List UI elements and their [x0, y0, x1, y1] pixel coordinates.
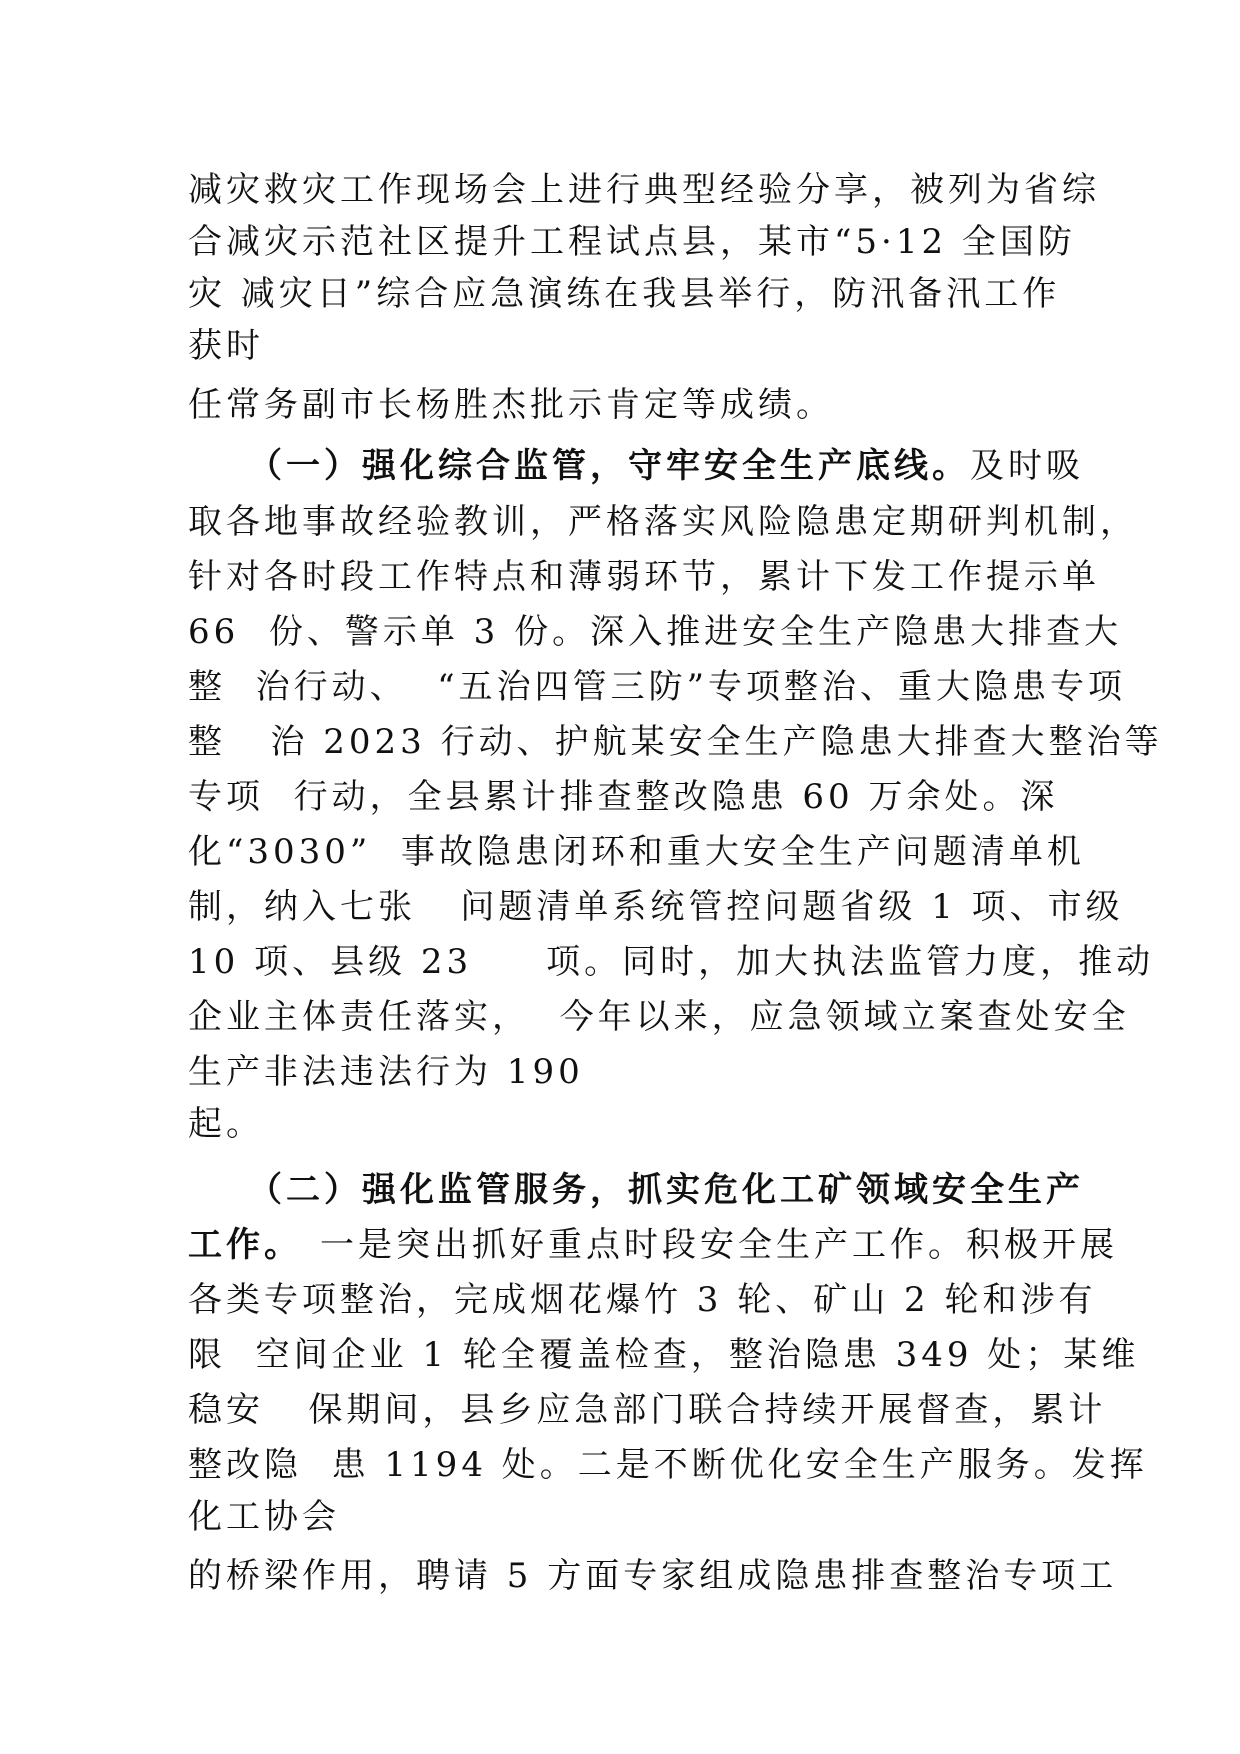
line-text: 稳安 保期间，县乡应急部门联合持续开展督查，累计 [188, 1390, 1107, 1430]
body-line [188, 1390, 1106, 1430]
body-line [188, 777, 1059, 817]
line-text: 企业主体责任落实， 今年以来，应急领域立案查处安全 [188, 997, 1130, 1037]
body-line [188, 557, 1100, 597]
line-text: 针对各时段工作特点和薄弱环节，累计下发工作提示单 [188, 557, 1100, 597]
line-text: 整 治 2023 行动、护航某安全生产隐患大排查大整治等 [188, 722, 1163, 762]
line-text: 生产非法违法行为 190 [188, 1052, 584, 1092]
line-text: 制，纳入七张 问题清单系统管控问题省级 1 项、市级 [188, 887, 1124, 927]
line-text: 任常务副市长杨胜杰批示肯定等成绩。 [188, 385, 834, 425]
body-line [188, 1104, 264, 1144]
body-line [188, 385, 834, 425]
line-text: 10 项、县级 23 项。同时，加大执法监管力度，推动 [188, 942, 1155, 982]
body-line [188, 667, 1126, 707]
line-text: 化“3030” 事故隐患闭环和重大安全生产问题清单机 [188, 832, 1085, 872]
section-heading: （一）强化综合监管，守牢安全生产底线。 [248, 446, 970, 486]
body-line [188, 1052, 584, 1092]
line-text: 整改隐 患 1194 处。二是不断优化安全生产服务。发挥 [188, 1445, 1148, 1485]
body-line [188, 222, 1076, 262]
line-text: 专项 行动，全县累计排查整改隐患 60 万余处。深 [188, 777, 1059, 817]
line-text: 一是突出抓好重点时段安全生产工作。积极开展 [320, 1225, 1118, 1265]
body-line [188, 274, 1060, 314]
section-heading-line [188, 1225, 1118, 1265]
line-text: 获时 [188, 326, 264, 366]
body-line [188, 887, 1124, 927]
body-line [188, 1556, 1117, 1596]
body-line [188, 942, 1154, 982]
body-line [188, 722, 1163, 762]
section-heading: 工作。 [188, 1225, 302, 1265]
section-heading-line [248, 446, 1084, 486]
body-line [188, 832, 1085, 872]
line-text: 起。 [188, 1104, 264, 1144]
body-line [188, 1497, 340, 1537]
line-text: 灾 减灾日”综合应急演练在我县举行，防汛备汛工作 [188, 274, 1061, 314]
line-text: 整 治行动、 “五治四管三防”专项整治、重大隐患专项 [188, 667, 1126, 707]
body-line [188, 326, 264, 366]
line-text: 减灾救灾工作现场会上进行典型经验分享，被列为省综 [188, 170, 1100, 210]
section-heading: （二）强化监管服务，抓实危化工矿领域安全生产 [248, 1170, 1084, 1210]
line-text: 66 份、警示单 3 份。深入推进安全生产隐患大排查大 [188, 612, 1123, 652]
body-line [188, 612, 1122, 652]
body-line [188, 502, 1138, 542]
line-text: 限 空间企业 1 轮全覆盖检查，整治隐患 349 处；某维 [188, 1335, 1140, 1375]
line-text: 化工协会 [188, 1497, 340, 1537]
body-line [188, 170, 1100, 210]
body-line [188, 1445, 1148, 1485]
body-line [188, 1280, 1097, 1320]
section-heading-line [248, 1170, 1084, 1210]
line-text: 及时吸 [970, 446, 1084, 486]
line-text: 各类专项整治，完成烟花爆竹 3 轮、矿山 2 轮和涉有 [188, 1280, 1097, 1320]
line-text: 取各地事故经验教训，严格落实风险隐患定期研判机制， [188, 502, 1138, 542]
body-line [188, 997, 1130, 1037]
body-line [188, 1335, 1139, 1375]
line-text: 合减灾示范社区提升工程试点县，某市“5·12 全国防 [188, 222, 1076, 262]
line-text: 的桥梁作用，聘请 5 方面专家组成隐患排查整治专项工 [188, 1556, 1118, 1596]
